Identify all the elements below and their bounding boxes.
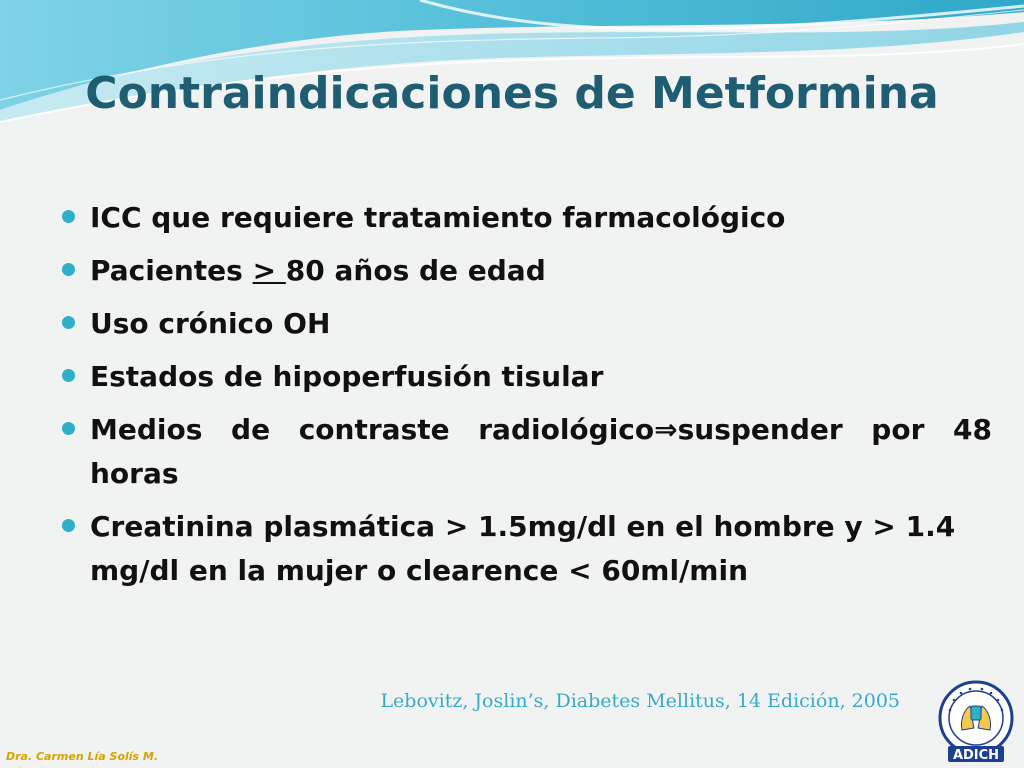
bullet-list — [60, 196, 992, 602]
bullet-text: Uso crónico OH — [90, 307, 331, 340]
slide-title: Contraindicaciones de Metformina — [85, 68, 939, 119]
bullet-item — [60, 408, 992, 496]
bullet-text-prefix: Pacientes — [90, 254, 253, 287]
bullet-dot-icon — [62, 316, 75, 329]
bullet-dot-icon — [62, 369, 75, 382]
bullet-item — [60, 505, 992, 593]
bullet-item — [60, 249, 992, 293]
bullet-text: Medios de contraste radiológico⇒suspender por 48 horas — [90, 413, 992, 490]
citation: Lebovitz, Joslin’s, Diabetes Mellitus, 14 Edición, 2005 — [380, 690, 900, 712]
bullet-text-suffix: 80 años de edad — [285, 254, 546, 287]
bullet-text: ICC que requiere tratamiento farmacológico — [90, 201, 786, 234]
bullet-item — [60, 302, 992, 346]
bullet-item — [60, 355, 992, 399]
bullet-dot-icon — [62, 210, 75, 223]
greater-equal-symbol: > — [252, 254, 286, 287]
bullet-text: Creatinina plasmática > 1.5mg/dl en el hombre y > 1.4 mg/dl en la mujer o clearence < 60ml/min — [90, 510, 956, 587]
bullet-item — [60, 196, 992, 240]
bullet-text: Estados de hipoperfusión tisular — [90, 360, 604, 393]
bullet-text — [90, 249, 992, 293]
bullet-dot-icon — [62, 263, 75, 276]
logo-text: ADICH — [952, 748, 1000, 763]
author-credit: Dra. Carmen Lía Solís M. — [6, 750, 159, 763]
bullet-dot-icon — [62, 422, 75, 435]
hands-seal-icon — [936, 680, 1016, 764]
bullet-dot-icon — [62, 519, 75, 532]
